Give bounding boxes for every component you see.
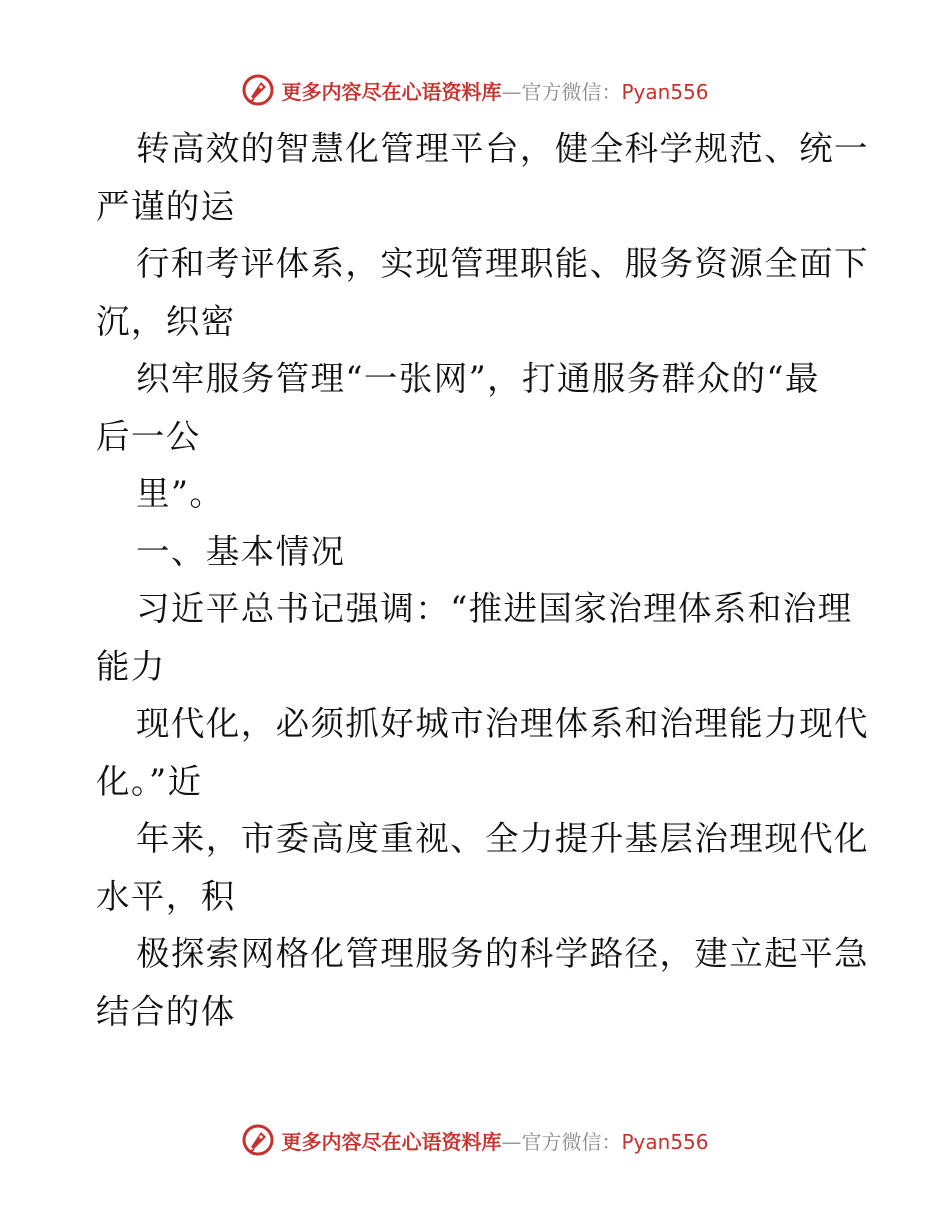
body-line: 现代化，必须抓好城市治理体系和治理能力现代	[136, 704, 869, 743]
body-line: 严谨的运	[96, 186, 236, 226]
watermark-text	[281, 76, 708, 105]
section-heading: 一、基本情况	[136, 531, 346, 571]
body-line: 结合的体	[96, 991, 236, 1031]
watermark-separator: —	[501, 79, 522, 104]
body-line: 里”。	[136, 474, 225, 513]
body-line: 转高效的智慧化管理平台，健全科学规范、统一	[136, 129, 869, 168]
header-watermark	[0, 70, 950, 110]
body-line: 极探索网格化管理服务的科学路径，建立起平急	[136, 934, 869, 973]
body-line: 水平，积	[96, 876, 236, 916]
footer-watermark	[0, 1120, 950, 1160]
watermark-wechat-id: Pyan556	[621, 79, 709, 104]
body-line: 后一公	[96, 416, 201, 456]
body-line: 行和考评体系，实现管理职能、服务资源全面下	[136, 244, 869, 283]
body-line: 年来，市委高度重视、全力提升基层治理现代化	[136, 819, 869, 858]
body-line: 沉，织密	[96, 301, 236, 341]
watermark-text	[281, 1126, 708, 1155]
watermark-separator: —	[501, 1129, 522, 1154]
watermark-wechat-label: 官方微信：	[521, 1129, 622, 1154]
watermark-main-text: 更多内容尽在心语资料库	[281, 79, 502, 104]
body-line: 织牢服务管理“一张网”，打通服务群众的“最	[136, 359, 820, 398]
watermark-main-text: 更多内容尽在心语资料库	[281, 1129, 502, 1154]
body-line: 化。”近	[96, 761, 203, 801]
pen-nib-logo-icon	[241, 1123, 275, 1157]
document-body	[96, 120, 869, 1040]
watermark-wechat-label: 官方微信：	[521, 79, 622, 104]
watermark-wechat-id: Pyan556	[621, 1129, 709, 1154]
body-line: 习近平总书记强调：“推进国家治理体系和治理	[136, 589, 853, 628]
body-line: 能力	[96, 646, 166, 686]
pen-nib-logo-icon	[241, 73, 275, 107]
